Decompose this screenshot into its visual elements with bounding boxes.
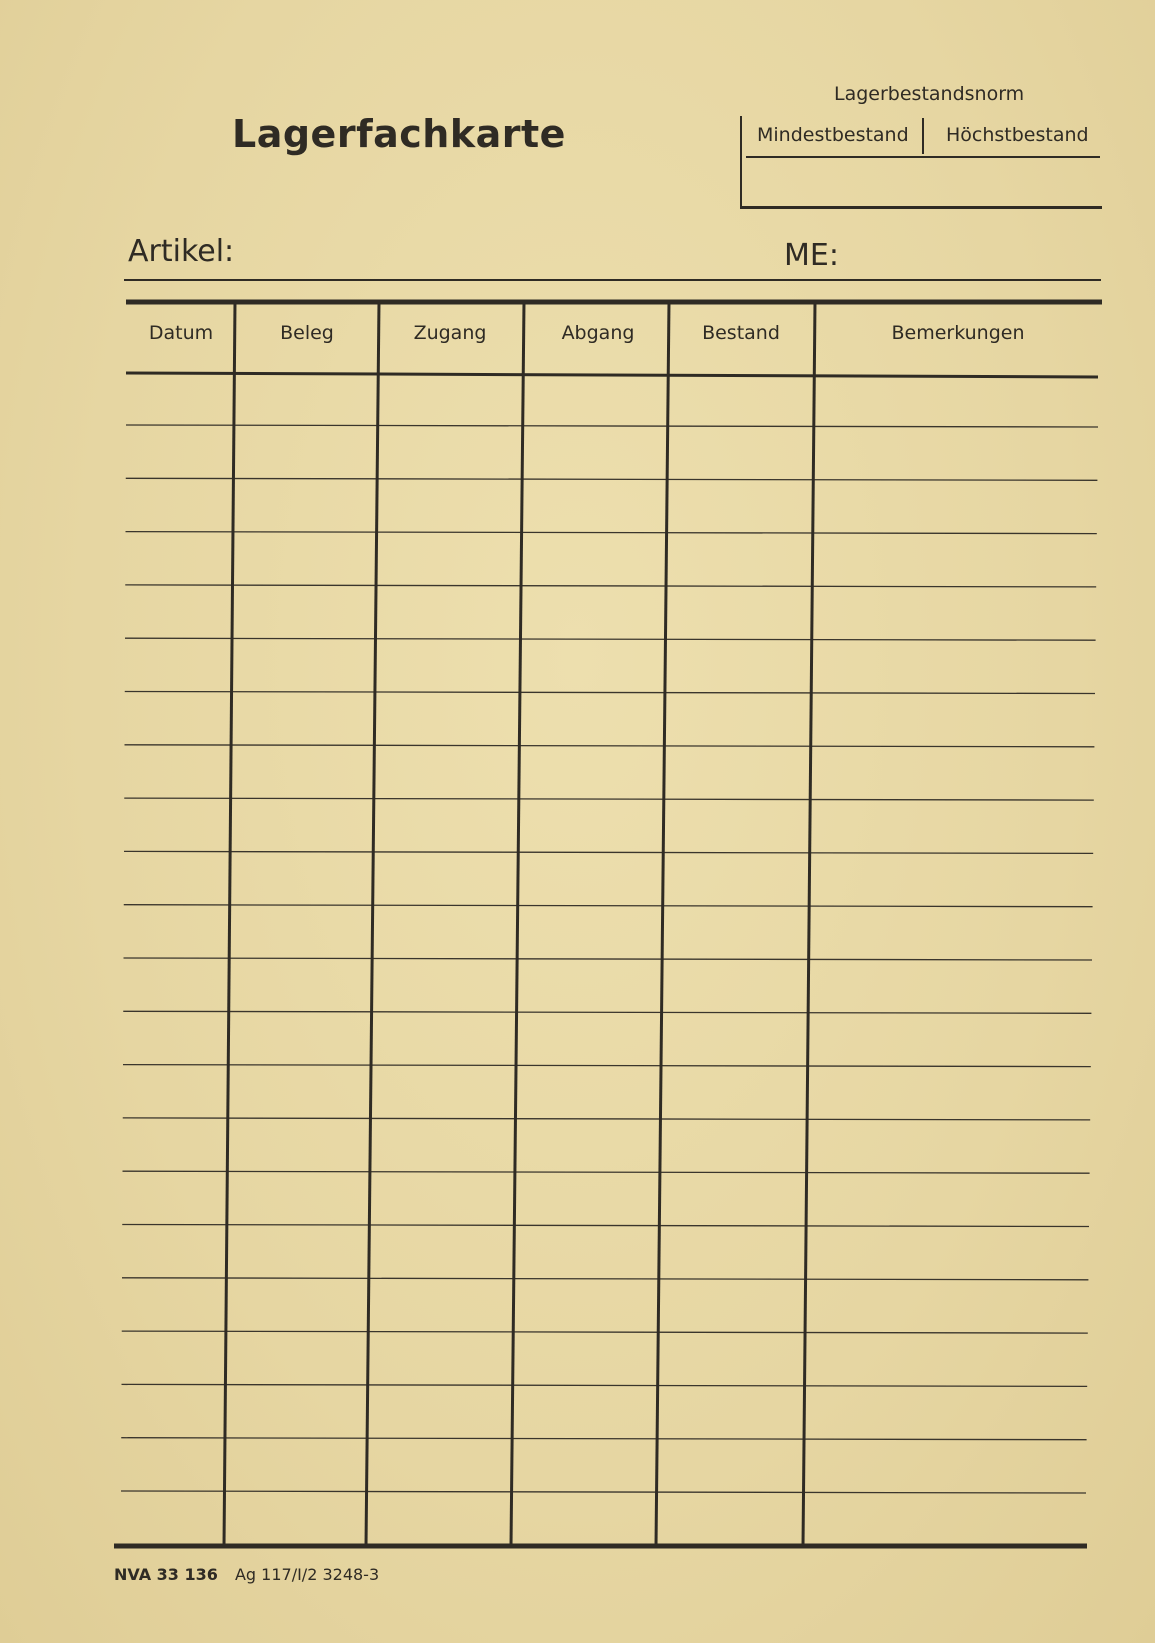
table-column-line	[511, 302, 524, 1546]
table-row-line	[124, 958, 1093, 960]
table-column-line	[224, 302, 235, 1546]
table-row-line	[124, 851, 1093, 853]
table-row-line	[125, 638, 1096, 640]
print-code: Ag 117/I/2 3248-3	[234, 1565, 380, 1584]
form-footer	[114, 1565, 379, 1584]
table-row-lines	[121, 425, 1098, 1493]
table-row-line	[122, 1278, 1088, 1280]
column-header-datum: Datum	[148, 322, 214, 344]
table-row-line	[123, 1011, 1091, 1013]
article-label: Artikel:	[128, 234, 235, 269]
table-row-line	[125, 692, 1095, 694]
article-underline	[124, 279, 1101, 281]
stock-norm-divider	[922, 118, 924, 154]
column-header-zugang: Zugang	[413, 322, 487, 344]
max-stock-label: Höchstbestand	[946, 124, 1089, 146]
stock-norm-label: Lagerbestandsnorm	[834, 83, 1025, 105]
table-row-line	[122, 1331, 1088, 1333]
table-row-line	[126, 425, 1098, 427]
table-header-rule	[126, 373, 1098, 377]
table-row-line	[126, 478, 1098, 480]
column-header-bemerkungen: Bemerkungen	[891, 322, 1025, 344]
column-header-bestand: Bestand	[702, 322, 780, 344]
form-title: Lagerfachkarte	[232, 112, 566, 156]
table-row-line	[122, 1225, 1089, 1227]
table-row-line	[125, 585, 1096, 587]
table-column-line	[803, 302, 815, 1546]
table-row-line	[126, 532, 1097, 534]
column-header-abgang: Abgang	[561, 322, 635, 344]
table-row-line	[124, 798, 1094, 800]
table-row-line	[123, 1118, 1090, 1120]
stock-norm-underline	[746, 156, 1100, 158]
table-column-line	[656, 302, 669, 1546]
table-row-line	[122, 1384, 1088, 1386]
table-row-line	[123, 1171, 1090, 1173]
column-header-beleg: Beleg	[280, 322, 334, 344]
table-row-line	[121, 1491, 1086, 1493]
table-row-line	[123, 1065, 1091, 1067]
table-column-lines	[224, 302, 815, 1546]
table-column-line	[366, 302, 379, 1546]
form-number: NVA 33 136	[114, 1565, 218, 1584]
table-row-line	[125, 745, 1095, 747]
table-row-line	[121, 1438, 1086, 1440]
table-row-line	[124, 905, 1093, 907]
min-stock-label: Mindestbestand	[757, 124, 909, 146]
unit-label: ME:	[784, 238, 839, 273]
